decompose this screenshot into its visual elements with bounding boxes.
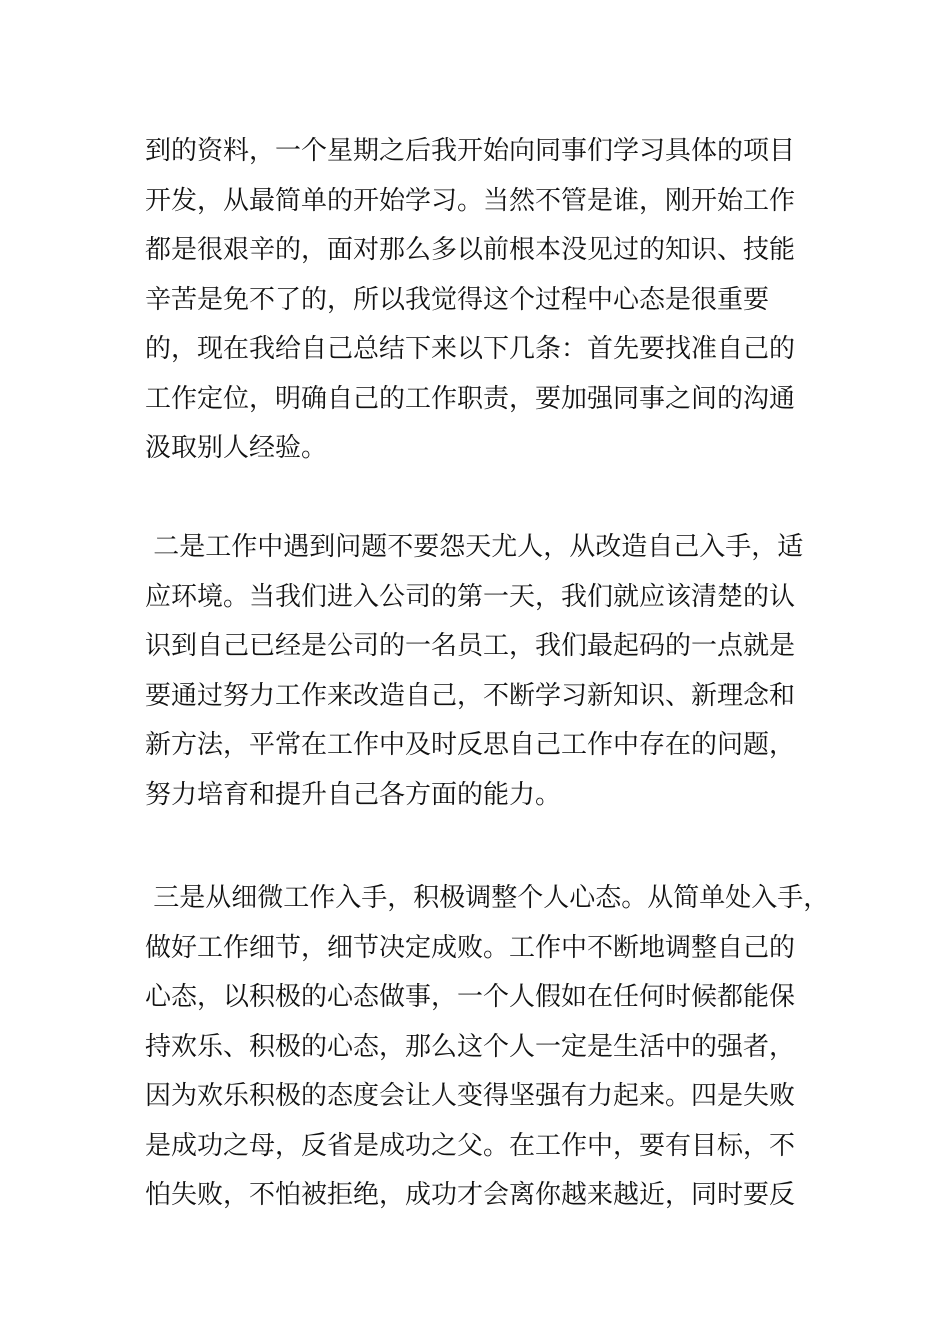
paragraph-line: 工作定位，明确自己的工作职责，要加强同事之间的沟通 [145, 383, 796, 414]
paragraph-line: 到的资料，一个星期之后我开始向同事们学习具体的项目 [145, 136, 796, 166]
paragraph-line: 新方法，平常在工作中及时反思自己工作中存在的问题， [145, 730, 796, 760]
paragraph-line: 二是工作中遇到问题不要怨天尤人，从改造自己入手，适 [145, 532, 804, 562]
paragraph-line: 识到自己已经是公司的一名员工，我们最起码的一点就是 [145, 631, 796, 661]
paragraph-line: 因为欢乐积极的态度会让人变得坚强有力起来。四是失败 [145, 1081, 796, 1111]
paragraph-line: 要通过努力工作来改造自己，不断学习新知识、新理念和 [145, 680, 796, 711]
paragraph-line: 是成功之母，反省是成功之父。在工作中，要有目标，不 [145, 1130, 796, 1161]
paragraph-line: 的，现在我给自己总结下来以下几条：首先要找准自己的 [145, 334, 796, 364]
paragraph-line: 汲取别人经验。 [145, 433, 328, 463]
paragraph-line: 辛苦是免不了的，所以我觉得这个过程中心态是很重要 [145, 284, 770, 315]
paragraph-line: 都是很艰辛的，面对那么多以前根本没见过的知识、技能 [145, 235, 796, 265]
paragraph-line: 努力培育和提升自己各方面的能力。 [145, 779, 562, 810]
paragraph-1 [145, 127, 865, 474]
paragraph-line: 持欢乐、积极的心态，那么这个人一定是生活中的强者， [145, 1031, 796, 1062]
paragraph-line: 开发，从最简单的开始学习。当然不管是谁，刚开始工作 [145, 185, 796, 216]
paragraph-line: 心态，以积极的心态做事，一个人假如在任何时候都能保 [145, 982, 796, 1012]
paragraph-3 [145, 874, 865, 1221]
paragraph-line: 怕失败，不怕被拒绝，成功才会离你越来越近，同时要反 [145, 1180, 796, 1210]
paragraph-2 [145, 523, 865, 820]
paragraph-line: 做好工作细节，细节决定成败。工作中不断地调整自己的 [145, 932, 796, 963]
paragraph-line: 应环境。当我们进入公司的第一天，我们就应该清楚的认 [145, 581, 796, 612]
paragraph-line: 三是从细微工作入手，积极调整个人心态。从简单处入手， [145, 883, 830, 913]
